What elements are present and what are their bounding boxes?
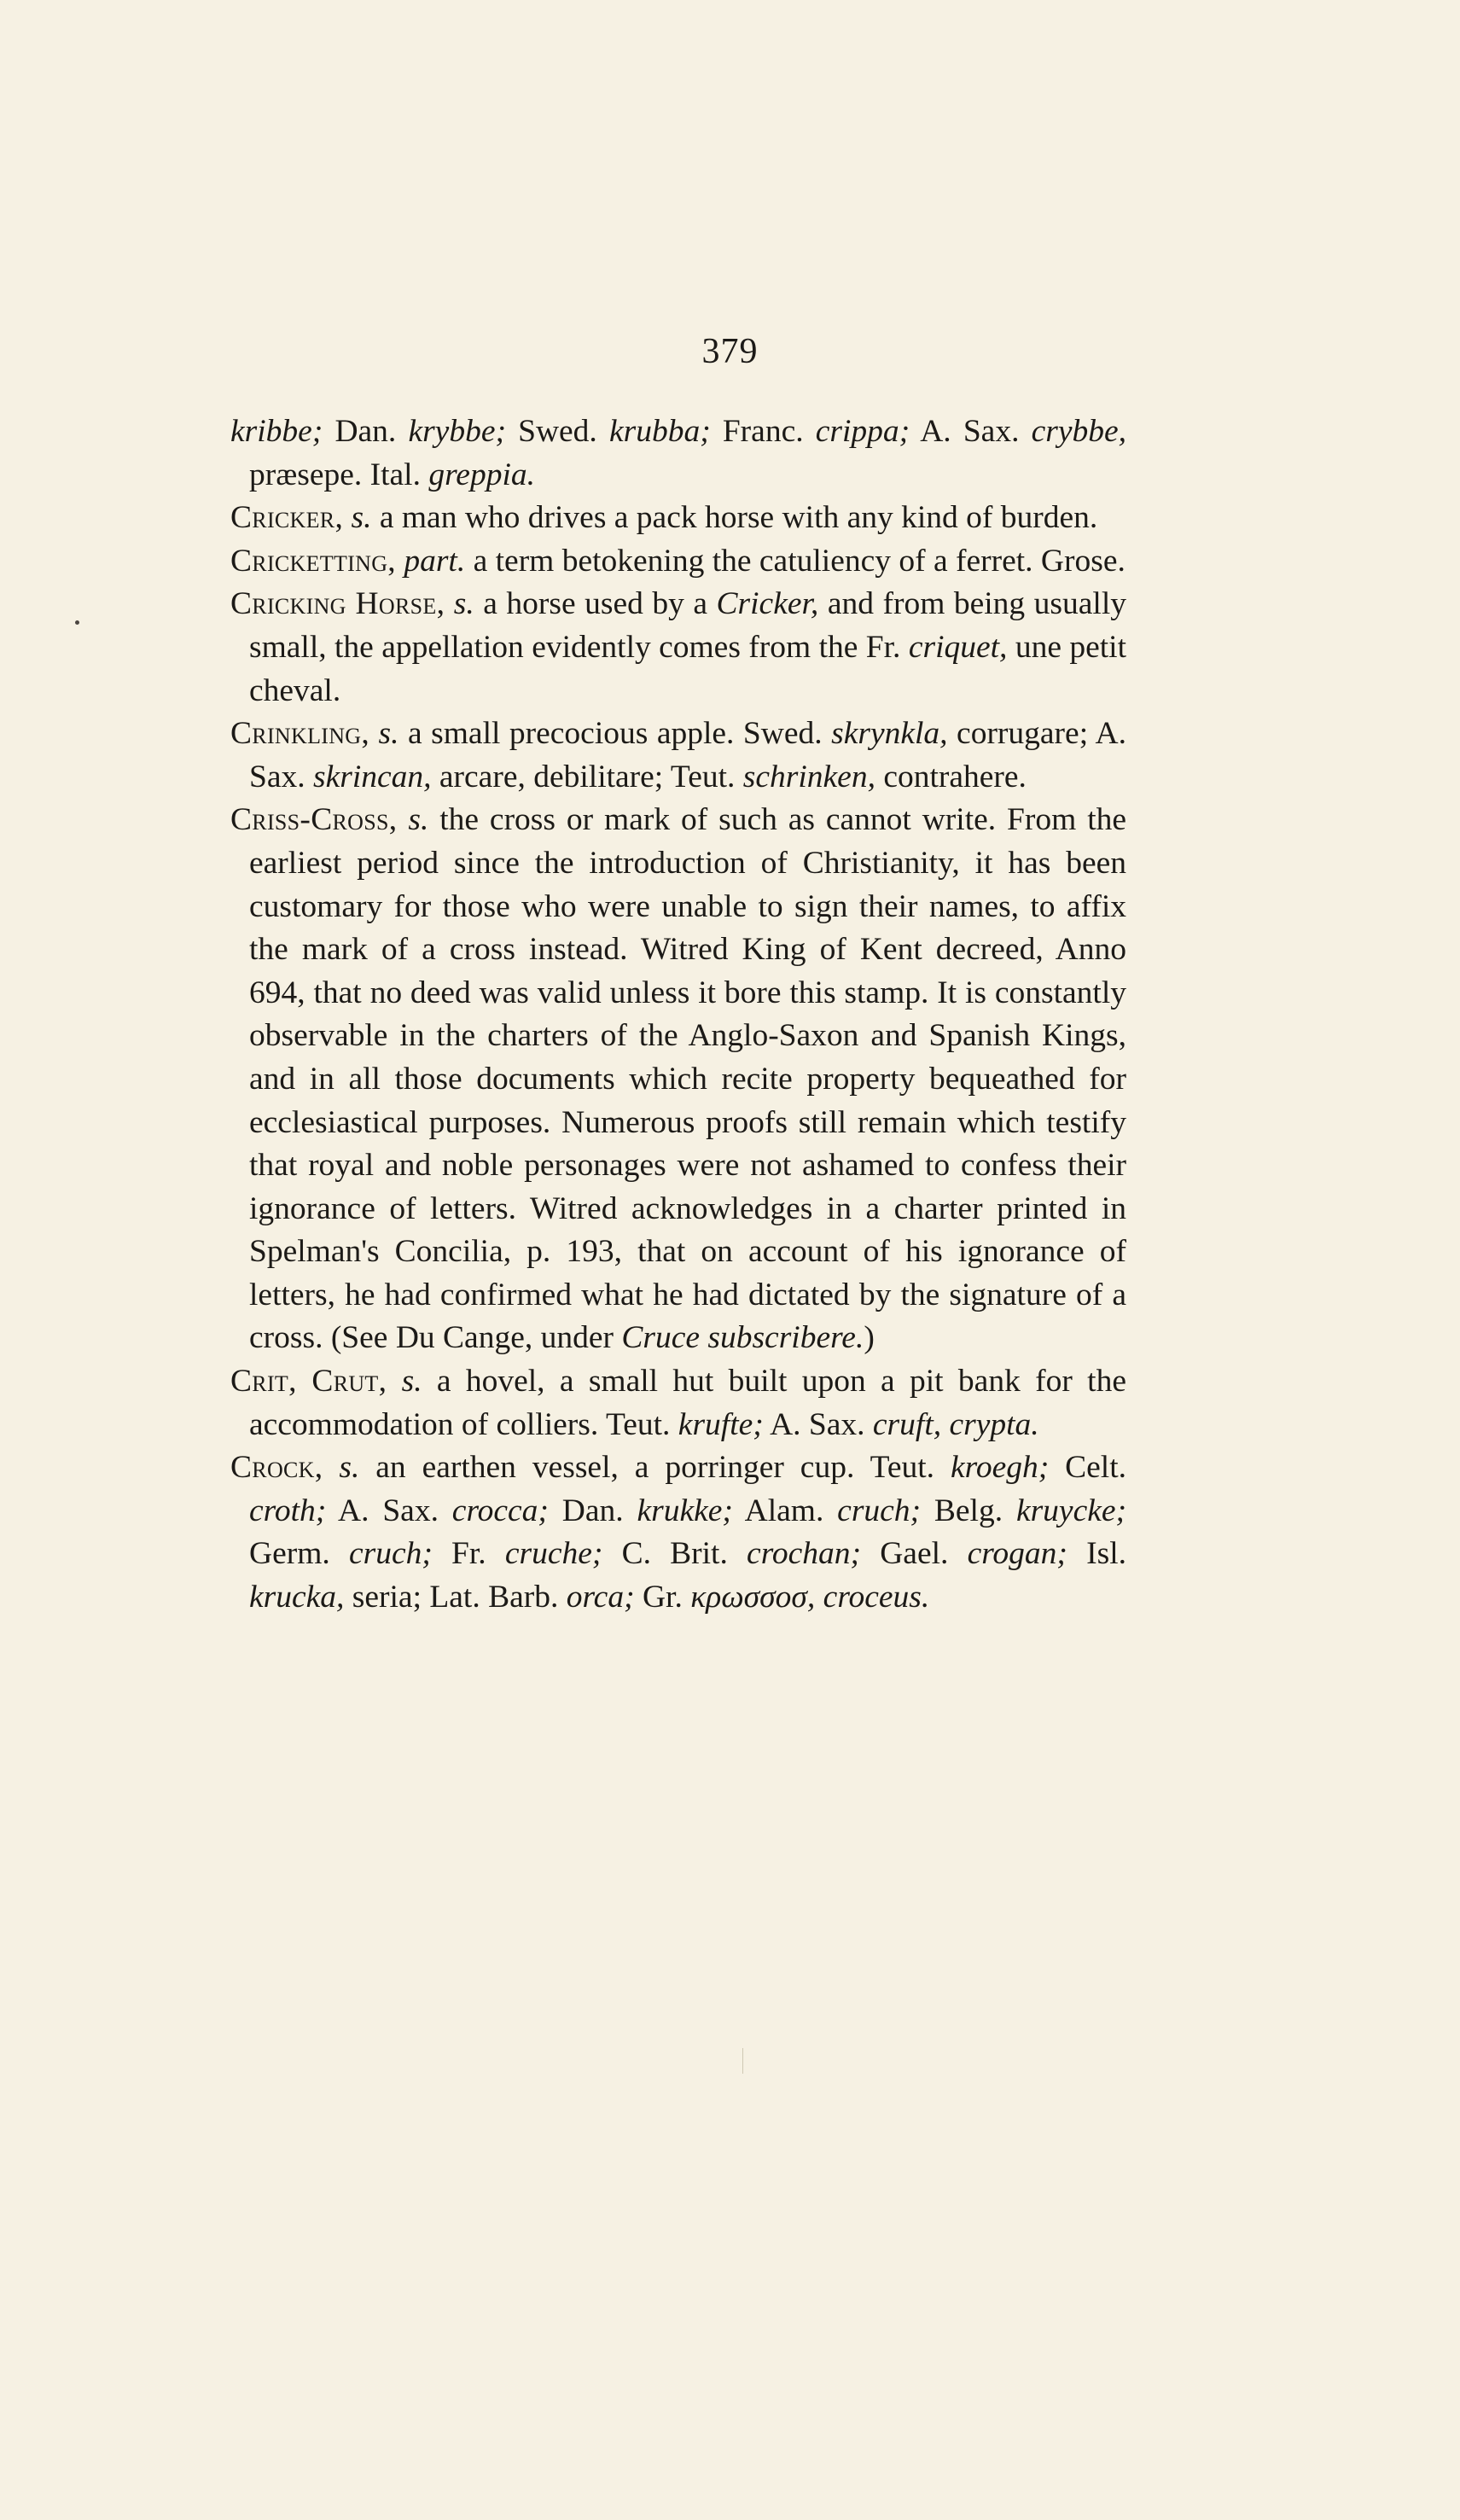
italic-term: schrinken, xyxy=(742,759,875,794)
dictionary-entry xyxy=(230,540,1126,584)
dictionary-entry xyxy=(230,799,1126,1360)
entry-segment: and from being usually small, the appellation evidently comes from the Fr. xyxy=(249,586,1126,665)
italic-term: greppia. xyxy=(428,457,535,492)
dictionary-entry xyxy=(230,1446,1126,1619)
entry-text xyxy=(230,497,1126,540)
italic-term: crogan; xyxy=(967,1536,1067,1572)
italic-term: kroegh; xyxy=(950,1450,1050,1486)
headword: Crock, xyxy=(230,1450,323,1486)
entry-segment: A. Sax. xyxy=(326,1493,452,1528)
dictionary-entry xyxy=(230,583,1126,713)
entry-segment: a term betokening the catuliency of a ferret. Grose. xyxy=(465,543,1126,579)
italic-term: krubba; xyxy=(608,414,711,449)
italic-term: cruch; xyxy=(348,1536,433,1572)
italic-term: s. xyxy=(445,586,474,622)
entry-segment: an earthen vessel, a porringer cup. Teut. xyxy=(359,1450,951,1486)
italic-term: κρωσσοσ, xyxy=(690,1580,816,1615)
entry-segment: une petit cheval. xyxy=(249,629,1127,708)
entry-text xyxy=(230,799,1127,1360)
entry-segment: Dan. xyxy=(323,414,409,449)
dictionary-entry xyxy=(230,1360,1126,1446)
italic-term: s. xyxy=(397,802,429,838)
entry-segment: ) xyxy=(864,1320,875,1356)
dictionary-entry xyxy=(230,497,1126,540)
italic-term: skrincan, xyxy=(313,759,432,794)
italic-term: skrynkla, xyxy=(831,716,948,752)
entry-segment: Belg. xyxy=(921,1493,1016,1528)
headword: Cricking Horse, xyxy=(230,586,445,622)
entry-segment: Isl. xyxy=(1067,1536,1126,1572)
entry-segment: C. Brit. xyxy=(602,1536,747,1572)
entry-segment: Gael. xyxy=(861,1536,968,1572)
italic-term: s. xyxy=(343,500,372,536)
page-number: 379 xyxy=(701,332,759,371)
italic-term: crippa; xyxy=(815,414,910,449)
italic-term: cruch; xyxy=(837,1493,922,1528)
entry-segment: contrahere. xyxy=(875,759,1027,794)
entry-segment: Alam. xyxy=(732,1493,838,1528)
italic-term: croceus. xyxy=(823,1580,930,1615)
entry-segment: a small precocious apple. Swed. xyxy=(398,716,832,752)
italic-term: krukke; xyxy=(637,1493,733,1528)
entry-segment: arcare, debilitare; Teut. xyxy=(431,759,743,794)
margin-mark xyxy=(75,620,79,625)
italic-term: crypta. xyxy=(949,1406,1039,1442)
dictionary-entry xyxy=(230,410,1126,497)
entry-segment: Dan. xyxy=(548,1493,637,1528)
entry-text xyxy=(230,1360,1126,1446)
italic-term: kruycke; xyxy=(1015,1493,1126,1528)
entry-segment: Fr. xyxy=(432,1536,505,1572)
entry-segment: Swed. xyxy=(505,414,609,449)
headword: Criss-Cross, xyxy=(230,802,398,838)
entry-segment xyxy=(815,1580,823,1615)
entry-segment: Franc. xyxy=(710,414,816,449)
entry-segment: A. Sax. xyxy=(910,414,1032,449)
headword: Cricketting, xyxy=(230,543,396,579)
italic-term: krufte; xyxy=(678,1406,764,1442)
italic-term: krybbe; xyxy=(408,414,506,449)
italic-term: Cricker, xyxy=(716,586,819,622)
entry-segment: a man who drives a pack horse with any kind of burden. xyxy=(371,500,1098,536)
headword: Crit, Crut, xyxy=(230,1364,387,1400)
dictionary-entry xyxy=(230,713,1126,799)
entry-text xyxy=(230,410,1126,497)
headword: Crinkling, xyxy=(230,716,370,752)
entry-segment: A. Sax. xyxy=(763,1406,873,1442)
headword: Cricker, xyxy=(230,500,344,536)
italic-term: krucka, xyxy=(249,1580,345,1615)
entry-segment: a hovel, a small hut built upon a pit bank for the accommodation of colliers. Teut. xyxy=(249,1364,1126,1442)
italic-term: s. xyxy=(369,716,399,752)
entry-text xyxy=(230,583,1127,713)
italic-term: kribbe; xyxy=(230,414,323,449)
entry-segment: Germ. xyxy=(249,1536,349,1572)
italic-term: s. xyxy=(387,1364,422,1400)
italic-term: cruft, xyxy=(872,1406,942,1442)
entry-segment: Gr. xyxy=(634,1580,691,1615)
italic-term: orca; xyxy=(566,1580,635,1615)
italic-term: part. xyxy=(395,543,466,579)
italic-term: crocca; xyxy=(451,1493,549,1528)
italic-term: crybbe, xyxy=(1031,414,1126,449)
entry-text xyxy=(230,1446,1127,1619)
italic-term: s. xyxy=(323,1450,360,1486)
entry-segment: the cross or mark of such as cannot write. From the earliest period since the introduction of Christianity, it has been customary for those who were unable to sign their names, to affix the mark of a cross instead. Witred King of Kent decreed, Anno 694, that no deed was valid unless it bore this stamp. It is constantly observable in the charters of the Anglo-Saxon and Spanish Kings, and in all those documents which recite property bequeathed for ecclesiastical purposes. Numerous proofs still remain which testify that royal and noble personages were not ashamed to confess their ignorance of letters. Witred acknowledges in a charter printed in Spelman's Concilia, p. 193, that on account of his ignorance of letters, he had confirmed what he had dictated by the signature of a cross. (See Du Cange, under xyxy=(249,802,1127,1356)
italic-term: criquet, xyxy=(908,629,1008,665)
paper-scratch xyxy=(742,2048,743,2074)
entry-segment: præsepe. Ital. xyxy=(249,457,429,492)
italic-term: croth; xyxy=(249,1493,327,1528)
italic-term: Cruce subscribere. xyxy=(621,1320,864,1356)
entry-segment: a horse used by a xyxy=(474,586,717,622)
dictionary-entries xyxy=(230,410,1126,1620)
entry-text xyxy=(230,713,1126,799)
entry-segment: corrugare; A. Sax. xyxy=(249,716,1126,794)
italic-term: crochan; xyxy=(747,1536,862,1572)
italic-term: cruche; xyxy=(504,1536,603,1572)
entry-text xyxy=(230,540,1126,584)
entry-segment: Celt. xyxy=(1049,1450,1127,1486)
entry-segment: seria; Lat. Barb. xyxy=(344,1580,567,1615)
